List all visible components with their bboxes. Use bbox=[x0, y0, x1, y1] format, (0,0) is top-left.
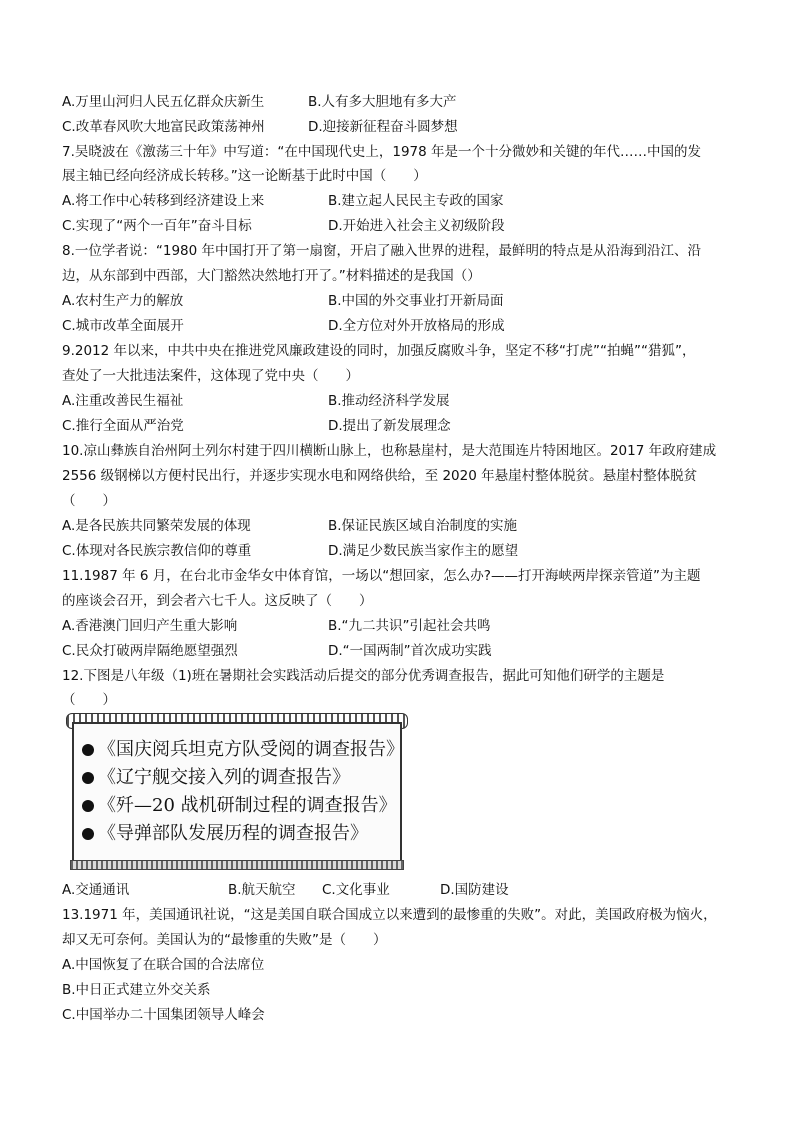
bullet-icon bbox=[82, 744, 94, 756]
q12-stem-line2: （ ） bbox=[62, 692, 116, 708]
q10-stem-line3: （ ） bbox=[62, 493, 116, 509]
q8-option-b: B.中国的外交事业打开新局面 bbox=[328, 293, 504, 309]
report-title: 《歼—20 战机研制过程的调查报告》 bbox=[98, 795, 397, 816]
report-item bbox=[82, 738, 404, 762]
q8-option-a: A.农村生产力的解放 bbox=[62, 293, 184, 309]
q11-stem-line2: 的座谈会召开，到会者六七千人。这反映了（ ） bbox=[62, 593, 373, 609]
q7-option-b: B.建立起人民民主专政的国家 bbox=[328, 193, 504, 209]
q10-stem-line2: 2556 级钢梯以方便村民出行，并逐步实现水电和网络供给，至 2020 年悬崖村整体脱贫。悬崖村整体脱贫 bbox=[62, 468, 698, 484]
q10-stem-line1: 10.凉山彝族自治州阿土列尔村建于四川横断山脉上，也称悬崖村，是大范围连片特困地区。2017 年政府建成 bbox=[62, 443, 717, 459]
q13-stem-line2: 却又无可奈何。美国认为的“最惨重的失败”是（ ） bbox=[62, 932, 387, 948]
q6-option-d: D.迎接新征程奋斗圆梦想 bbox=[308, 119, 458, 135]
q12-option-c: C.文化事业 bbox=[322, 882, 390, 898]
report-title: 《辽宁舰交接入列的调查报告》 bbox=[98, 767, 350, 788]
q7-stem-line1: 7.吴晓波在《激荡三十年》中写道：“在中国现代史上，1978 年是一个十分微妙和关键的年代……中国的发 bbox=[62, 144, 702, 160]
q13-option-a: A.中国恢复了在联合国的合法席位 bbox=[62, 957, 265, 973]
q6-option-c: C.改革春风吹大地富民政策荡神州 bbox=[62, 119, 265, 135]
q12-option-b: B.航天航空 bbox=[228, 882, 296, 898]
report-title: 《导弹部队发展历程的调查报告》 bbox=[98, 823, 368, 844]
q8-option-d: D.全方位对外开放格局的形成 bbox=[328, 318, 505, 334]
q12-option-a: A.交通通讯 bbox=[62, 882, 130, 898]
q11-option-b: B.“九二共识”引起社会共鸣 bbox=[328, 618, 491, 634]
q7-stem-line2: 展主轴已经向经济成长转移。”这一论断基于此时中国（ ） bbox=[62, 168, 427, 184]
q11-option-d: D.“一国两制”首次成功实践 bbox=[328, 643, 492, 659]
q9-option-a: A.注重改善民生福祉 bbox=[62, 393, 184, 409]
q11-option-c: C.民众打破两岸隔绝愿望强烈 bbox=[62, 643, 238, 659]
q12-stem-line1: 12.下图是八年级（1)班在暑期社会实践活动后提交的部分优秀调查报告，据此可知他们研学的主题是 bbox=[62, 668, 665, 684]
q9-option-d: D.提出了新发展理念 bbox=[328, 418, 451, 434]
q8-option-c: C.城市改革全面展开 bbox=[62, 318, 184, 334]
q9-stem-line2: 查处了一大批违法案件，这体现了党中央（ ） bbox=[62, 368, 359, 384]
q6-option-b: B.人有多大胆地有多大产 bbox=[308, 94, 457, 110]
report-title: 《国庆阅兵坦克方队受阅的调查报告》 bbox=[98, 739, 404, 760]
bullet-icon bbox=[82, 828, 94, 840]
q13-option-b: B.中日正式建立外交关系 bbox=[62, 982, 211, 998]
q12-option-d: D.国防建设 bbox=[440, 882, 509, 898]
q10-option-c: C.体现对各民族宗教信仰的尊重 bbox=[62, 543, 252, 559]
q7-option-d: D.开始进入社会主义初级阶段 bbox=[328, 218, 505, 234]
bullet-icon bbox=[82, 800, 94, 812]
q13-option-c: C.中国举办二十国集团领导人峰会 bbox=[62, 1007, 265, 1023]
q8-stem-line2: 边，从东部到中西部，大门豁然决然地打开了。”材料描述的是我国（） bbox=[62, 268, 481, 284]
q7-option-c: C.实现了“两个一百年”奋斗目标 bbox=[62, 218, 252, 234]
bullet-icon bbox=[82, 772, 94, 784]
q10-option-d: D.满足少数民族当家作主的愿望 bbox=[328, 543, 519, 559]
q9-stem-line1: 9.2012 年以来，中共中央在推进党风廉政建设的同时，加强反腐败斗争，坚定不移“打虎”“拍蝇”“猎狐”， bbox=[62, 343, 696, 359]
report-item bbox=[82, 822, 368, 846]
q10-option-b: B.保证民族区域自治制度的实施 bbox=[328, 518, 518, 534]
report-item bbox=[82, 794, 397, 818]
q8-stem-line1: 8.一位学者说：“1980 年中国打开了第一扇窗，开启了融入世界的进程，最鲜明的特点是从沿海到沿江、沿 bbox=[62, 243, 702, 259]
q6-option-a: A.万里山河归人民五亿群众庆新生 bbox=[62, 94, 265, 110]
q9-option-c: C.推行全面从严治党 bbox=[62, 418, 184, 434]
q9-option-b: B.推动经济科学发展 bbox=[328, 393, 450, 409]
q7-option-a: A.将工作中心转移到经济建设上来 bbox=[62, 193, 265, 209]
report-scroll-bottom bbox=[70, 860, 404, 870]
report-item bbox=[82, 766, 350, 790]
q11-option-a: A.香港澳门回归产生重大影响 bbox=[62, 618, 238, 634]
q11-stem-line1: 11.1987 年 6 月，在台北市金华女中体育馆，一场以“想回家，怎么办?——打开海峡两岸探亲管道”为主题 bbox=[62, 568, 701, 584]
q13-stem-line1: 13.1971 年，美国通讯社说，“这是美国自联合国成立以来遭到的最惨重的失败”。对此，美国政府极为恼火， bbox=[62, 907, 717, 923]
q10-option-a: A.是各民族共同繁荣发展的体现 bbox=[62, 518, 251, 534]
